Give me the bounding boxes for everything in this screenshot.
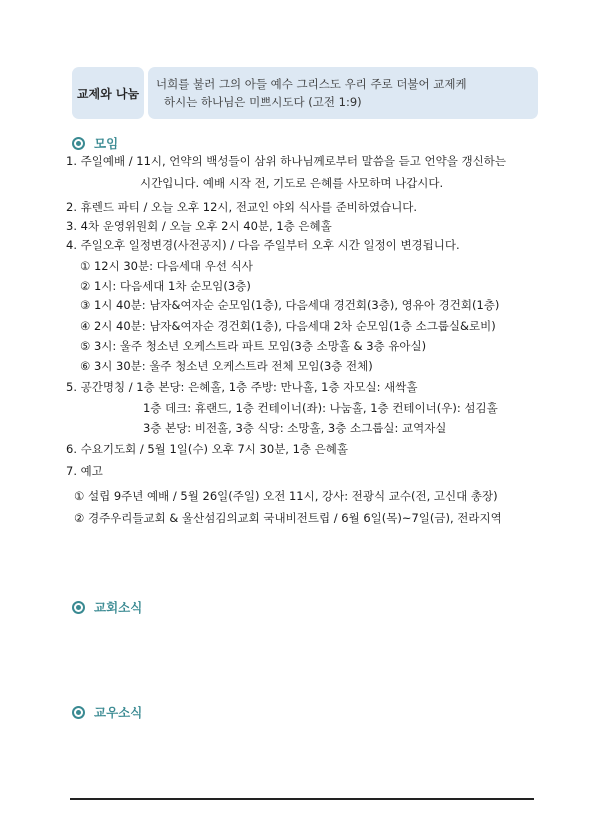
meeting-item-4-sub-5: ⑤ 3시: 울주 청소년 오케스트라 파트 모임(3층 소망홀 & 3층 유아실) <box>80 339 427 353</box>
meeting-item-4-sub-6: ⑥ 3시 30분: 울주 청소년 오케스트라 전체 모임(3층 전체) <box>80 359 373 373</box>
meeting-item-4-sub-4: ④ 2시 40분: 남자&여자순 경건회(1층), 다음세대 2차 순모임(1층 소그룹실&로비) <box>80 319 496 333</box>
verse-line-1: 너희를 불러 그의 아들 예수 그리스도 우리 주로 더불어 교제케 <box>156 77 467 91</box>
meeting-item-5-line-1: 5. 공간명칭 / 1층 본당: 은혜홀, 1층 주방: 만나홀, 1층 자모실: 새싹홀 <box>66 380 418 394</box>
circle-bullet-icon <box>72 601 85 614</box>
circle-bullet-icon <box>72 706 85 719</box>
section-meeting-heading <box>72 134 118 152</box>
header-banner <box>72 67 538 119</box>
meeting-item-4-sub-1: ① 12시 30분: 다음세대 우선 식사 <box>80 259 253 273</box>
section-member-news-heading <box>72 703 142 721</box>
meeting-item-5-line-2: 1층 데크: 휴랜드, 1층 컨테이너(좌): 나눔홀, 1층 컨테이너(우): 섬김홀 <box>143 401 498 415</box>
meeting-item-7: 7. 예고 <box>66 464 103 478</box>
section-meeting-title: 모임 <box>94 136 119 151</box>
meeting-item-4-sub-3: ③ 1시 40분: 남자&여자순 순모임(1층), 다음세대 경건회(3층), 영유아 경건회(1층) <box>80 298 500 312</box>
header-label: 교제와 나눔 <box>72 67 144 119</box>
meeting-item-4-sub-2: ② 1시: 다음세대 1차 순모임(3층) <box>80 279 251 293</box>
verse-line-2: 하시는 하나님은 미쁘시도다 (고전 1:9) <box>164 95 362 109</box>
section-church-news-heading <box>72 598 142 616</box>
meeting-item-1-line-1: 1. 주일예배 / 11시, 언약의 백성들이 삼위 하나님께로부터 말씀을 듣고 언약을 갱신하는 <box>66 154 506 168</box>
meeting-item-4: 4. 주일오후 일정변경(사전공지) / 다음 주일부터 오후 시간 일정이 변경됩니다. <box>66 238 460 252</box>
bottom-divider <box>70 798 534 800</box>
meeting-item-1-line-2: 시간입니다. 예배 시작 전, 기도로 은혜를 사모하며 나갑시다. <box>140 176 444 190</box>
section-member-news-title: 교우소식 <box>94 705 143 720</box>
meeting-item-6: 6. 수요기도회 / 5월 1일(수) 오후 7시 30분, 1층 은혜홀 <box>66 442 349 456</box>
circle-bullet-icon <box>72 137 85 150</box>
meeting-item-2: 2. 휴렌드 파티 / 오늘 오후 12시, 전교인 야외 식사를 준비하였습니다. <box>66 200 418 214</box>
meeting-item-7-sub-1: ① 설립 9주년 예배 / 5월 26일(주일) 오전 11시, 강사: 전광식 교수(전, 고신대 총장) <box>74 489 498 503</box>
header-verse <box>148 67 538 119</box>
meeting-item-5-line-3: 3층 본당: 비전홀, 3층 식당: 소망홀, 3층 소그룹실: 교역자실 <box>143 421 447 435</box>
meeting-item-3: 3. 4차 운영위원회 / 오늘 오후 2시 40분, 1층 은혜홀 <box>66 219 332 233</box>
section-church-news-title: 교회소식 <box>94 600 143 615</box>
meeting-item-7-sub-2: ② 경주우리들교회 & 울산섬김의교회 국내비전트립 / 6월 6일(목)~7일(금), 전라지역 <box>74 511 502 525</box>
